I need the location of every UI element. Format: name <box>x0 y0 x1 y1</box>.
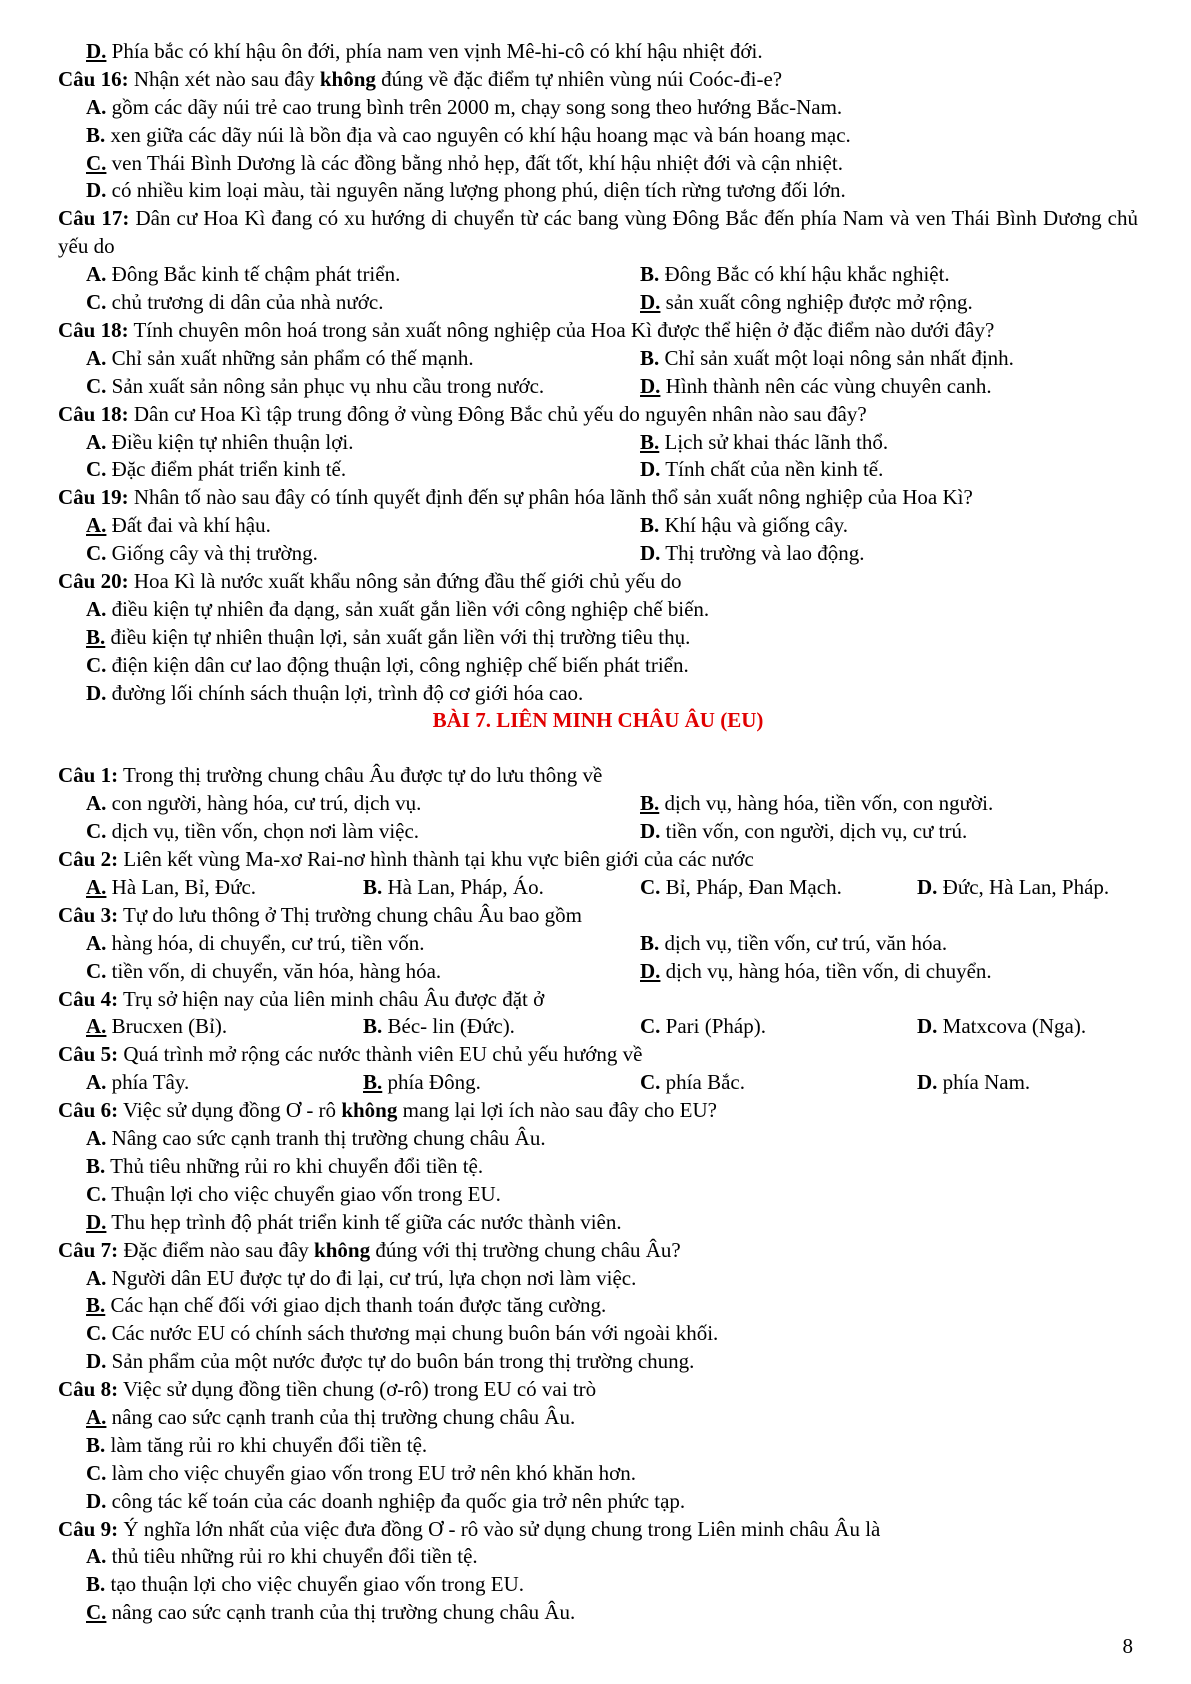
option-text: dịch vụ, hàng hóa, tiền vốn, con người. <box>659 791 994 816</box>
question-stem <box>58 401 1138 429</box>
answer-option <box>86 123 851 147</box>
option-row <box>58 1599 1138 1627</box>
option-letter: A. <box>86 1544 107 1569</box>
answer-option <box>86 1349 694 1373</box>
answer-option <box>640 1069 745 1097</box>
answer-option <box>86 874 256 902</box>
answer-option <box>86 681 583 705</box>
question <box>58 317 1138 401</box>
question-label: Câu 7: <box>58 1237 119 1262</box>
option-text: hàng hóa, di chuyển, cư trú, tiền vốn. <box>106 930 425 955</box>
question <box>58 568 1138 707</box>
option-row <box>58 680 1138 708</box>
option-text: Béc- lin (Đức). <box>382 1014 515 1039</box>
question-list-part2 <box>58 762 1138 1627</box>
question-label: Câu 6: <box>58 1098 119 1123</box>
option-letter: A. <box>86 1014 107 1039</box>
option-text: Thuận lợi cho việc chuyển giao vốn trong EU. <box>106 1181 501 1206</box>
answer-option <box>86 1013 227 1041</box>
question-label: Câu 9: <box>58 1516 119 1541</box>
question-text-end: đúng với thị trường chung châu Âu? <box>370 1237 681 1262</box>
question <box>58 1097 1138 1236</box>
question-text-end: mang lại lợi ích nào sau đây cho EU? <box>397 1098 717 1123</box>
question-stem <box>58 484 1138 512</box>
option-letter: C. <box>86 1460 107 1485</box>
answer-option <box>917 1013 1086 1041</box>
answer-option <box>86 1600 575 1624</box>
answer-option <box>86 512 271 540</box>
option-letter: B. <box>640 930 660 955</box>
question-text: Dân cư Hoa Kì tập trung đông ở vùng Đông Bắc chủ yếu do nguyên nhân nào sau đây? <box>128 401 867 426</box>
option-letter: D. <box>640 958 661 983</box>
answer-option <box>86 1489 685 1513</box>
question-stem <box>58 762 1138 790</box>
option-text: Các nước EU có chính sách thương mại chung buôn bán với ngoài khối. <box>106 1321 719 1346</box>
question <box>58 1041 1138 1097</box>
question-label: Câu 18: <box>58 401 129 426</box>
option-text: phía Đông. <box>382 1070 481 1095</box>
option-row <box>58 958 1138 986</box>
option-letter: C. <box>86 457 107 482</box>
question <box>58 986 1138 1042</box>
answer-option <box>640 429 888 457</box>
option-row <box>58 456 1138 484</box>
answer-option <box>640 373 992 401</box>
option-text: ven Thái Bình Dương là các đồng bằng nhỏ hẹp, đất tốt, khí hậu nhiệt đới và cận nhiệt. <box>106 150 843 175</box>
question-label: Câu 5: <box>58 1042 119 1067</box>
option-letter: C. <box>86 541 107 566</box>
answer-option <box>86 289 383 317</box>
option-row <box>58 1153 1138 1181</box>
answer-option <box>640 261 950 289</box>
option-text: Sản xuất sản nông sản phục vụ nhu cầu trong nước. <box>106 373 545 398</box>
answer-option <box>640 289 973 317</box>
question-text: Trụ sở hiện nay của liên minh châu Âu được đặt ở <box>118 986 545 1011</box>
question-label: Câu 8: <box>58 1377 119 1402</box>
answer-option <box>86 790 421 818</box>
question <box>58 1516 1138 1628</box>
option-letter: A. <box>86 930 107 955</box>
option-row <box>58 1292 1138 1320</box>
option-text: Đất đai và khí hậu. <box>106 513 271 538</box>
option-text: Pari (Pháp). <box>660 1014 766 1039</box>
question-label: Câu 16: <box>58 66 129 91</box>
option-letter: C. <box>640 874 661 899</box>
question-stem <box>58 568 1138 596</box>
option-text: Đặc điểm phát triển kinh tế. <box>106 457 347 482</box>
question-text: Tính chuyên môn hoá trong sản xuất nông nghiệp của Hoa Kì được thể hiện ở đặc điểm nào dưới đây? <box>128 317 995 342</box>
option-row <box>58 930 1138 958</box>
carryover-option <box>58 38 1138 66</box>
option-row <box>58 94 1138 122</box>
option-letter: B. <box>363 874 383 899</box>
section-title: BÀI 7. LIÊN MINH CHÂU ÂU (EU) <box>432 708 764 733</box>
option-text: dịch vụ, hàng hóa, tiền vốn, di chuyển. <box>660 958 992 983</box>
option-text: đường lối chính sách thuận lợi, trình độ cơ giới hóa cao. <box>106 680 584 705</box>
option-letter: C. <box>86 652 107 677</box>
question-label: Câu 20: <box>58 569 129 594</box>
option-row <box>58 1320 1138 1348</box>
question-list-part1 <box>58 66 1138 708</box>
option-row <box>58 1404 1138 1432</box>
option-text: Chỉ sản xuất những sản phẩm có thế mạnh. <box>106 345 474 370</box>
answer-option <box>86 1126 546 1150</box>
option-letter: B. <box>640 262 660 287</box>
option-letter: D. <box>86 680 107 705</box>
option-letter: A. <box>86 1126 107 1151</box>
option-row <box>58 540 1138 568</box>
option-row <box>58 652 1138 680</box>
option-text: điều kiện tự nhiên thuận lợi, sản xuất gắn liền với thị trường tiêu thụ. <box>105 624 691 649</box>
question <box>58 205 1138 317</box>
answer-option <box>86 261 400 289</box>
answer-option <box>86 345 474 373</box>
option-letter: A. <box>86 1265 107 1290</box>
option-text: dịch vụ, tiền vốn, cư trú, văn hóa. <box>659 930 948 955</box>
question-emphasis: không <box>314 1237 371 1262</box>
question-text: Hoa Kì là nước xuất khẩu nông sản đứng đầu thế giới chủ yếu do <box>128 569 682 594</box>
answer-option <box>86 958 441 986</box>
option-text: Điều kiện tự nhiên thuận lợi. <box>106 429 354 454</box>
option-letter: B. <box>86 1293 106 1318</box>
option-row <box>58 1488 1138 1516</box>
question-stem <box>58 1097 1138 1125</box>
option-row <box>58 596 1138 624</box>
question-text: Ý nghĩa lớn nhất của việc đưa đồng Ơ - rô vào sử dụng chung trong Liên minh châu Âu là <box>118 1516 881 1541</box>
option-letter: C. <box>86 150 107 175</box>
answer-option <box>86 818 419 846</box>
question-stem <box>58 986 1138 1014</box>
answer-option <box>86 625 690 649</box>
option-text: chủ trương di dân của nhà nước. <box>106 290 384 315</box>
option-row <box>58 1432 1138 1460</box>
option-text: Đông Bắc kinh tế chậm phát triển. <box>106 262 401 287</box>
option-letter: D. <box>917 1014 938 1039</box>
option-row <box>58 624 1138 652</box>
question-label: Câu 18: <box>58 317 129 342</box>
option-row <box>58 122 1138 150</box>
option-text: Sản phẩm của một nước được tự do buôn bán trong thị trường chung. <box>106 1349 695 1374</box>
option-row <box>58 1209 1138 1237</box>
answer-option <box>640 930 947 958</box>
option-text: nâng cao sức cạnh tranh của thị trường chung châu Âu. <box>106 1600 576 1625</box>
answer-option <box>86 1321 718 1345</box>
question-text: Trong thị trường chung châu Âu được tự do lưu thông về <box>118 763 603 788</box>
question <box>58 484 1138 568</box>
question-label: Câu 19: <box>58 485 129 510</box>
option-letter: A. <box>86 94 107 119</box>
question-text: Dân cư Hoa Kì đang có xu hướng di chuyển từ các bang vùng Đông Bắc đến phía Nam và ven Thái Bình Dương chủ yếu do <box>58 206 1138 259</box>
option-row <box>58 1543 1138 1571</box>
answer-option <box>86 1293 606 1317</box>
option-row <box>58 373 1138 401</box>
option-text: làm cho việc chuyển giao vốn trong EU trở nên khó khăn hơn. <box>106 1460 637 1485</box>
option-letter: D. <box>640 457 661 482</box>
option-letter: C. <box>86 1181 107 1206</box>
option-text: phía Bắc. <box>660 1070 745 1095</box>
option-row <box>58 429 1138 457</box>
answer-option <box>86 653 689 677</box>
option-text: Thu hẹp trình độ phát triển kinh tế giữa các nước thành viên. <box>106 1209 622 1234</box>
option-row <box>58 150 1138 178</box>
option-text: Lịch sử khai thác lãnh thổ. <box>659 429 889 454</box>
option-letter: A. <box>86 874 107 899</box>
option-letter: C. <box>86 373 107 398</box>
option-letter: D. <box>86 1488 107 1513</box>
option-text: Các hạn chế đối với giao dịch thanh toán được tăng cường. <box>105 1293 607 1318</box>
option-text: làm tăng rủi ro khi chuyển đổi tiền tệ. <box>105 1432 428 1457</box>
option-letter: A. <box>86 791 107 816</box>
answer-option <box>86 1266 636 1290</box>
option-text: tạo thuận lợi cho việc chuyển giao vốn trong EU. <box>105 1572 525 1597</box>
option-text: Brucxen (Bỉ). <box>106 1014 228 1039</box>
option-row <box>58 289 1138 317</box>
option-letter: C. <box>640 1070 661 1095</box>
option-letter: B. <box>86 122 106 147</box>
question <box>58 401 1138 485</box>
option-letter: C. <box>640 1014 661 1039</box>
option-text: thủ tiêu những rủi ro khi chuyển đổi tiền tệ. <box>106 1544 478 1569</box>
question-stem <box>58 205 1138 261</box>
answer-option <box>640 512 848 540</box>
option-text: Thị trường và lao động. <box>660 541 865 566</box>
answer-option <box>86 1544 478 1568</box>
option-row <box>58 1460 1138 1488</box>
option-text: dịch vụ, tiền vốn, chọn nơi làm việc. <box>106 819 420 844</box>
question-text: Việc sử dụng đồng Ơ - rô <box>118 1098 342 1123</box>
option-row <box>58 1571 1138 1599</box>
answer-option <box>86 1461 636 1485</box>
page-number: 8 <box>1122 1634 1133 1658</box>
option-row <box>58 818 1138 846</box>
option-letter: D. <box>86 1209 107 1234</box>
answer-option <box>640 1013 766 1041</box>
option-text: tiền vốn, di chuyển, văn hóa, hàng hóa. <box>106 958 442 983</box>
option-letter: C. <box>86 290 107 315</box>
option-text: điện kiện dân cư lao động thuận lợi, công nghiệp chế biến phát triển. <box>106 652 689 677</box>
option-letter: D. <box>640 819 661 844</box>
option-letter: B. <box>363 1070 383 1095</box>
option-letter: A. <box>86 596 107 621</box>
question-text: Việc sử dụng đồng tiền chung (ơ-rô) trong EU có vai trò <box>118 1377 597 1402</box>
option-text: Người dân EU được tự do đi lại, cư trú, lựa chọn nơi làm việc. <box>106 1265 637 1290</box>
option-row <box>58 1181 1138 1209</box>
answer-option <box>363 874 544 902</box>
question <box>58 66 1138 205</box>
answer-option <box>86 1433 427 1457</box>
option-letter: A. <box>86 513 107 538</box>
answer-option <box>640 456 883 484</box>
question-emphasis: không <box>319 66 376 91</box>
answer-option <box>917 874 1109 902</box>
answer-option <box>86 1154 483 1178</box>
option-text: gồm các dãy núi trẻ cao trung bình trên 2000 m, chạy song song theo hướng Bắc-Nam. <box>106 94 843 119</box>
answer-option <box>86 1210 622 1234</box>
answer-option <box>640 790 993 818</box>
option-letter: D. <box>86 1349 107 1374</box>
option-row <box>58 512 1138 540</box>
question-text: Liên kết vùng Ma-xơ Rai-nơ hình thành tại khu vực biên giới của các nước <box>118 847 754 872</box>
option-letter: B. <box>640 513 660 538</box>
question-label: Câu 3: <box>58 902 119 927</box>
question-label: Câu 4: <box>58 986 119 1011</box>
answer-option <box>86 1405 575 1429</box>
option-letter: B. <box>86 1432 106 1457</box>
option-letter: D. <box>86 178 107 203</box>
question-stem <box>58 1376 1138 1404</box>
question-stem <box>58 1237 1138 1265</box>
question-text: Quá trình mở rộng các nước thành viên EU chủ yếu hướng về <box>118 1042 643 1067</box>
answer-option <box>86 151 843 175</box>
option-text: nâng cao sức cạnh tranh của thị trường chung châu Âu. <box>106 1404 576 1429</box>
answer-option <box>640 345 1014 373</box>
option-letter: A. <box>86 262 107 287</box>
answer-option <box>640 958 992 986</box>
option-letter: D. <box>917 1070 938 1095</box>
option-text: Đức, Hà Lan, Pháp. <box>937 874 1110 899</box>
option-text: Giống cây và thị trường. <box>106 541 318 566</box>
question <box>58 1376 1138 1515</box>
question-text: Đặc điểm nào sau đây <box>118 1237 315 1262</box>
option-letter: B. <box>86 1572 106 1597</box>
option-row <box>58 1069 1138 1097</box>
option-text: Chỉ sản xuất một loại nông sản nhất định. <box>659 345 1014 370</box>
option-text: con người, hàng hóa, cư trú, dịch vụ. <box>106 791 422 816</box>
option-text: xen giữa các dãy núi là bồn địa và cao nguyên có khí hậu hoang mạc và bán hoang mạc. <box>105 122 851 147</box>
option-text: Hình thành nên các vùng chuyên canh. <box>660 373 992 398</box>
option-letter: A. <box>86 1404 107 1429</box>
option-letter: D. <box>640 290 661 315</box>
option-row <box>58 1013 1138 1041</box>
document-page <box>58 38 1138 1627</box>
question-label: Câu 2: <box>58 847 119 872</box>
question-stem <box>58 66 1138 94</box>
option-letter: D. <box>640 541 661 566</box>
option-row <box>58 177 1138 205</box>
question-stem <box>58 317 1138 345</box>
option-text: Matxcova (Nga). <box>937 1014 1087 1039</box>
option-text: Đông Bắc có khí hậu khắc nghiệt. <box>659 262 950 287</box>
question-label: Câu 17: <box>58 206 130 231</box>
option-row <box>58 790 1138 818</box>
option-text: Phía bắc có khí hậu ôn đới, phía nam ven vịnh Mê-hi-cô có khí hậu nhiệt đới. <box>106 39 763 63</box>
answer-option <box>363 1013 515 1041</box>
option-letter: B. <box>640 429 660 454</box>
section-spacer <box>58 735 1138 762</box>
question-stem <box>58 846 1138 874</box>
answer-option <box>640 874 842 902</box>
question <box>58 762 1138 846</box>
question-stem <box>58 1516 1138 1544</box>
option-letter: D. <box>86 39 107 63</box>
option-letter: C. <box>86 1321 107 1346</box>
answer-option <box>86 597 709 621</box>
answer-option <box>640 818 967 846</box>
answer-option <box>86 373 544 401</box>
option-text: Hà Lan, Pháp, Áo. <box>382 874 544 899</box>
question <box>58 1237 1138 1376</box>
answer-option <box>86 540 318 568</box>
option-text: sản xuất công nghiệp được mở rộng. <box>660 290 973 315</box>
option-text: phía Nam. <box>937 1070 1031 1095</box>
option-row <box>58 345 1138 373</box>
option-row <box>58 874 1138 902</box>
option-letter: C. <box>86 1600 107 1625</box>
option-text: Bỉ, Pháp, Đan Mạch. <box>660 874 842 899</box>
answer-option <box>86 1182 501 1206</box>
answer-option <box>86 95 842 119</box>
question <box>58 846 1138 902</box>
option-letter: D. <box>640 373 661 398</box>
question-text: Tự do lưu thông ở Thị trường chung châu Âu bao gồm <box>118 902 582 927</box>
option-letter: A. <box>86 345 107 370</box>
answer-option <box>86 1572 524 1596</box>
question-text: Nhận xét nào sau đây <box>128 66 320 91</box>
option-text: phía Tây. <box>106 1070 190 1095</box>
option-row <box>58 261 1138 289</box>
question-emphasis: không <box>341 1098 398 1123</box>
answer-option <box>86 1069 189 1097</box>
option-row <box>58 1265 1138 1293</box>
option-letter: B. <box>640 345 660 370</box>
option-letter: A. <box>86 1070 107 1095</box>
option-text: Thủ tiêu những rủi ro khi chuyển đổi tiền tệ. <box>105 1153 484 1178</box>
answer-option <box>917 1069 1030 1097</box>
option-letter: C. <box>86 819 107 844</box>
answer-option <box>86 456 346 484</box>
option-row <box>58 1348 1138 1376</box>
question <box>58 902 1138 986</box>
question-stem <box>58 902 1138 930</box>
option-text: công tác kế toán của các doanh nghiệp đa quốc gia trở nên phức tạp. <box>106 1488 686 1513</box>
option-text: Khí hậu và giống cây. <box>659 513 849 538</box>
answer-option <box>363 1069 481 1097</box>
option-letter: B. <box>363 1014 383 1039</box>
answer-option <box>86 930 425 958</box>
option-text: điều kiện tự nhiên đa dạng, sản xuất gắn liền với công nghiệp chế biến. <box>106 596 710 621</box>
option-letter: B. <box>640 791 660 816</box>
option-text: Nâng cao sức cạnh tranh thị trường chung châu Âu. <box>106 1126 546 1151</box>
answer-option <box>86 178 846 202</box>
option-letter: B. <box>86 624 106 649</box>
question-text: Nhân tố nào sau đây có tính quyết định đến sự phân hóa lãnh thổ sản xuất nông nghiệp của Hoa Kì? <box>128 485 973 510</box>
option-text: có nhiều kim loại màu, tài nguyên năng lượng phong phú, diện tích rừng tương đối lớn. <box>106 178 846 203</box>
question-label: Câu 1: <box>58 763 119 788</box>
option-row <box>58 1125 1138 1153</box>
question-text-end: đúng về đặc điểm tự nhiên vùng núi Coóc-đi-e? <box>375 66 783 91</box>
answer-option <box>640 540 865 568</box>
option-letter: D. <box>917 874 938 899</box>
option-letter: A. <box>86 429 107 454</box>
question-stem <box>58 1041 1138 1069</box>
option-text: Tính chất của nền kinh tế. <box>660 457 884 482</box>
answer-option <box>86 429 353 457</box>
option-text: tiền vốn, con người, dịch vụ, cư trú. <box>660 819 968 844</box>
option-letter: B. <box>86 1153 106 1178</box>
option-text: Hà Lan, Bỉ, Đức. <box>106 874 257 899</box>
option-letter: C. <box>86 958 107 983</box>
